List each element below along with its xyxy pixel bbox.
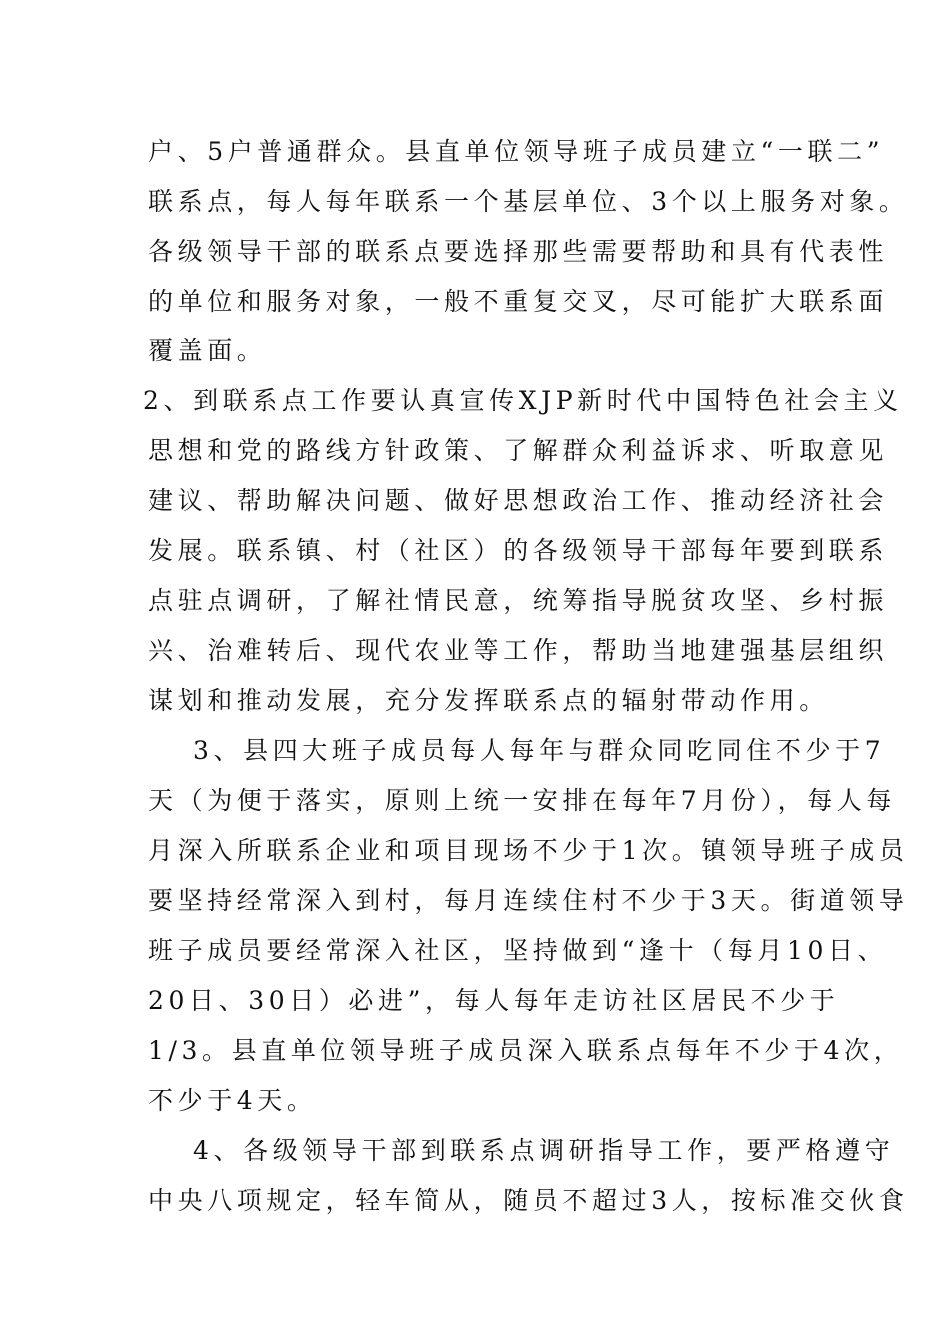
text-line: 不少于4天。 xyxy=(148,1086,317,1115)
text-line: 中央八项规定，轻车简从，随员不超过3人，按标准交伙食 xyxy=(148,1186,909,1215)
text-line: 覆盖面。 xyxy=(148,336,267,365)
text-line: 建议、帮助解决问题、做好思想政治工作、推动经济社会 xyxy=(148,486,889,515)
text-line: 的单位和服务对象，一般不重复交叉，尽可能扩大联系面 xyxy=(148,287,889,316)
text-line: 天（为便于落实，原则上统一安排在每年7月份），每人每 xyxy=(148,786,897,815)
paragraph-start-line: 2、到联系点工作要认真宣传XJP新时代中国特色社会主义 xyxy=(143,386,903,415)
text-line: 要坚持经常深入到村，每月连续住村不少于3天。街道领导 xyxy=(148,886,909,915)
text-line: 谋划和推动发展，充分发挥联系点的辐射带动作用。 xyxy=(148,686,829,715)
text-line: 班子成员要经常深入社区，坚持做到“逢十（每月10日、 xyxy=(148,936,888,965)
text-line: 兴、治难转后、现代农业等工作，帮助当地建强基层组织 xyxy=(148,636,889,665)
text-line: 1/3。县直单位领导班子成员深入联系点每年不少于4次， xyxy=(148,1036,904,1065)
text-line: 20日、30日）必进”，每人每年走访社区居民不少于 xyxy=(148,986,840,1015)
text-line: 发展。联系镇、村（社区）的各级领导干部每年要到联系 xyxy=(148,536,889,565)
paragraph-start-line: 4、各级领导干部到联系点调研指导工作，要严格遵守 xyxy=(193,1136,895,1165)
text-line: 思想和党的路线方针政策、了解群众利益诉求、听取意见 xyxy=(148,436,889,465)
text-line: 点驻点调研，了解社情民意，统筹指导脱贫攻坚、乡村振 xyxy=(148,586,889,615)
text-line: 各级领导干部的联系点要选择那些需要帮助和具有代表性 xyxy=(148,237,889,266)
paragraph-start-line: 3、县四大班子成员每人每年与群众同吃同住不少于7 xyxy=(193,736,886,765)
text-line: 户、5户普通群众。县直单位领导班子成员建立“一联二” xyxy=(148,137,885,166)
text-line: 联系点，每人每年联系一个基层单位、3个以上服务对象。 xyxy=(148,187,909,216)
text-line: 月深入所联系企业和项目现场不少于1次。镇领导班子成员 xyxy=(148,836,909,865)
